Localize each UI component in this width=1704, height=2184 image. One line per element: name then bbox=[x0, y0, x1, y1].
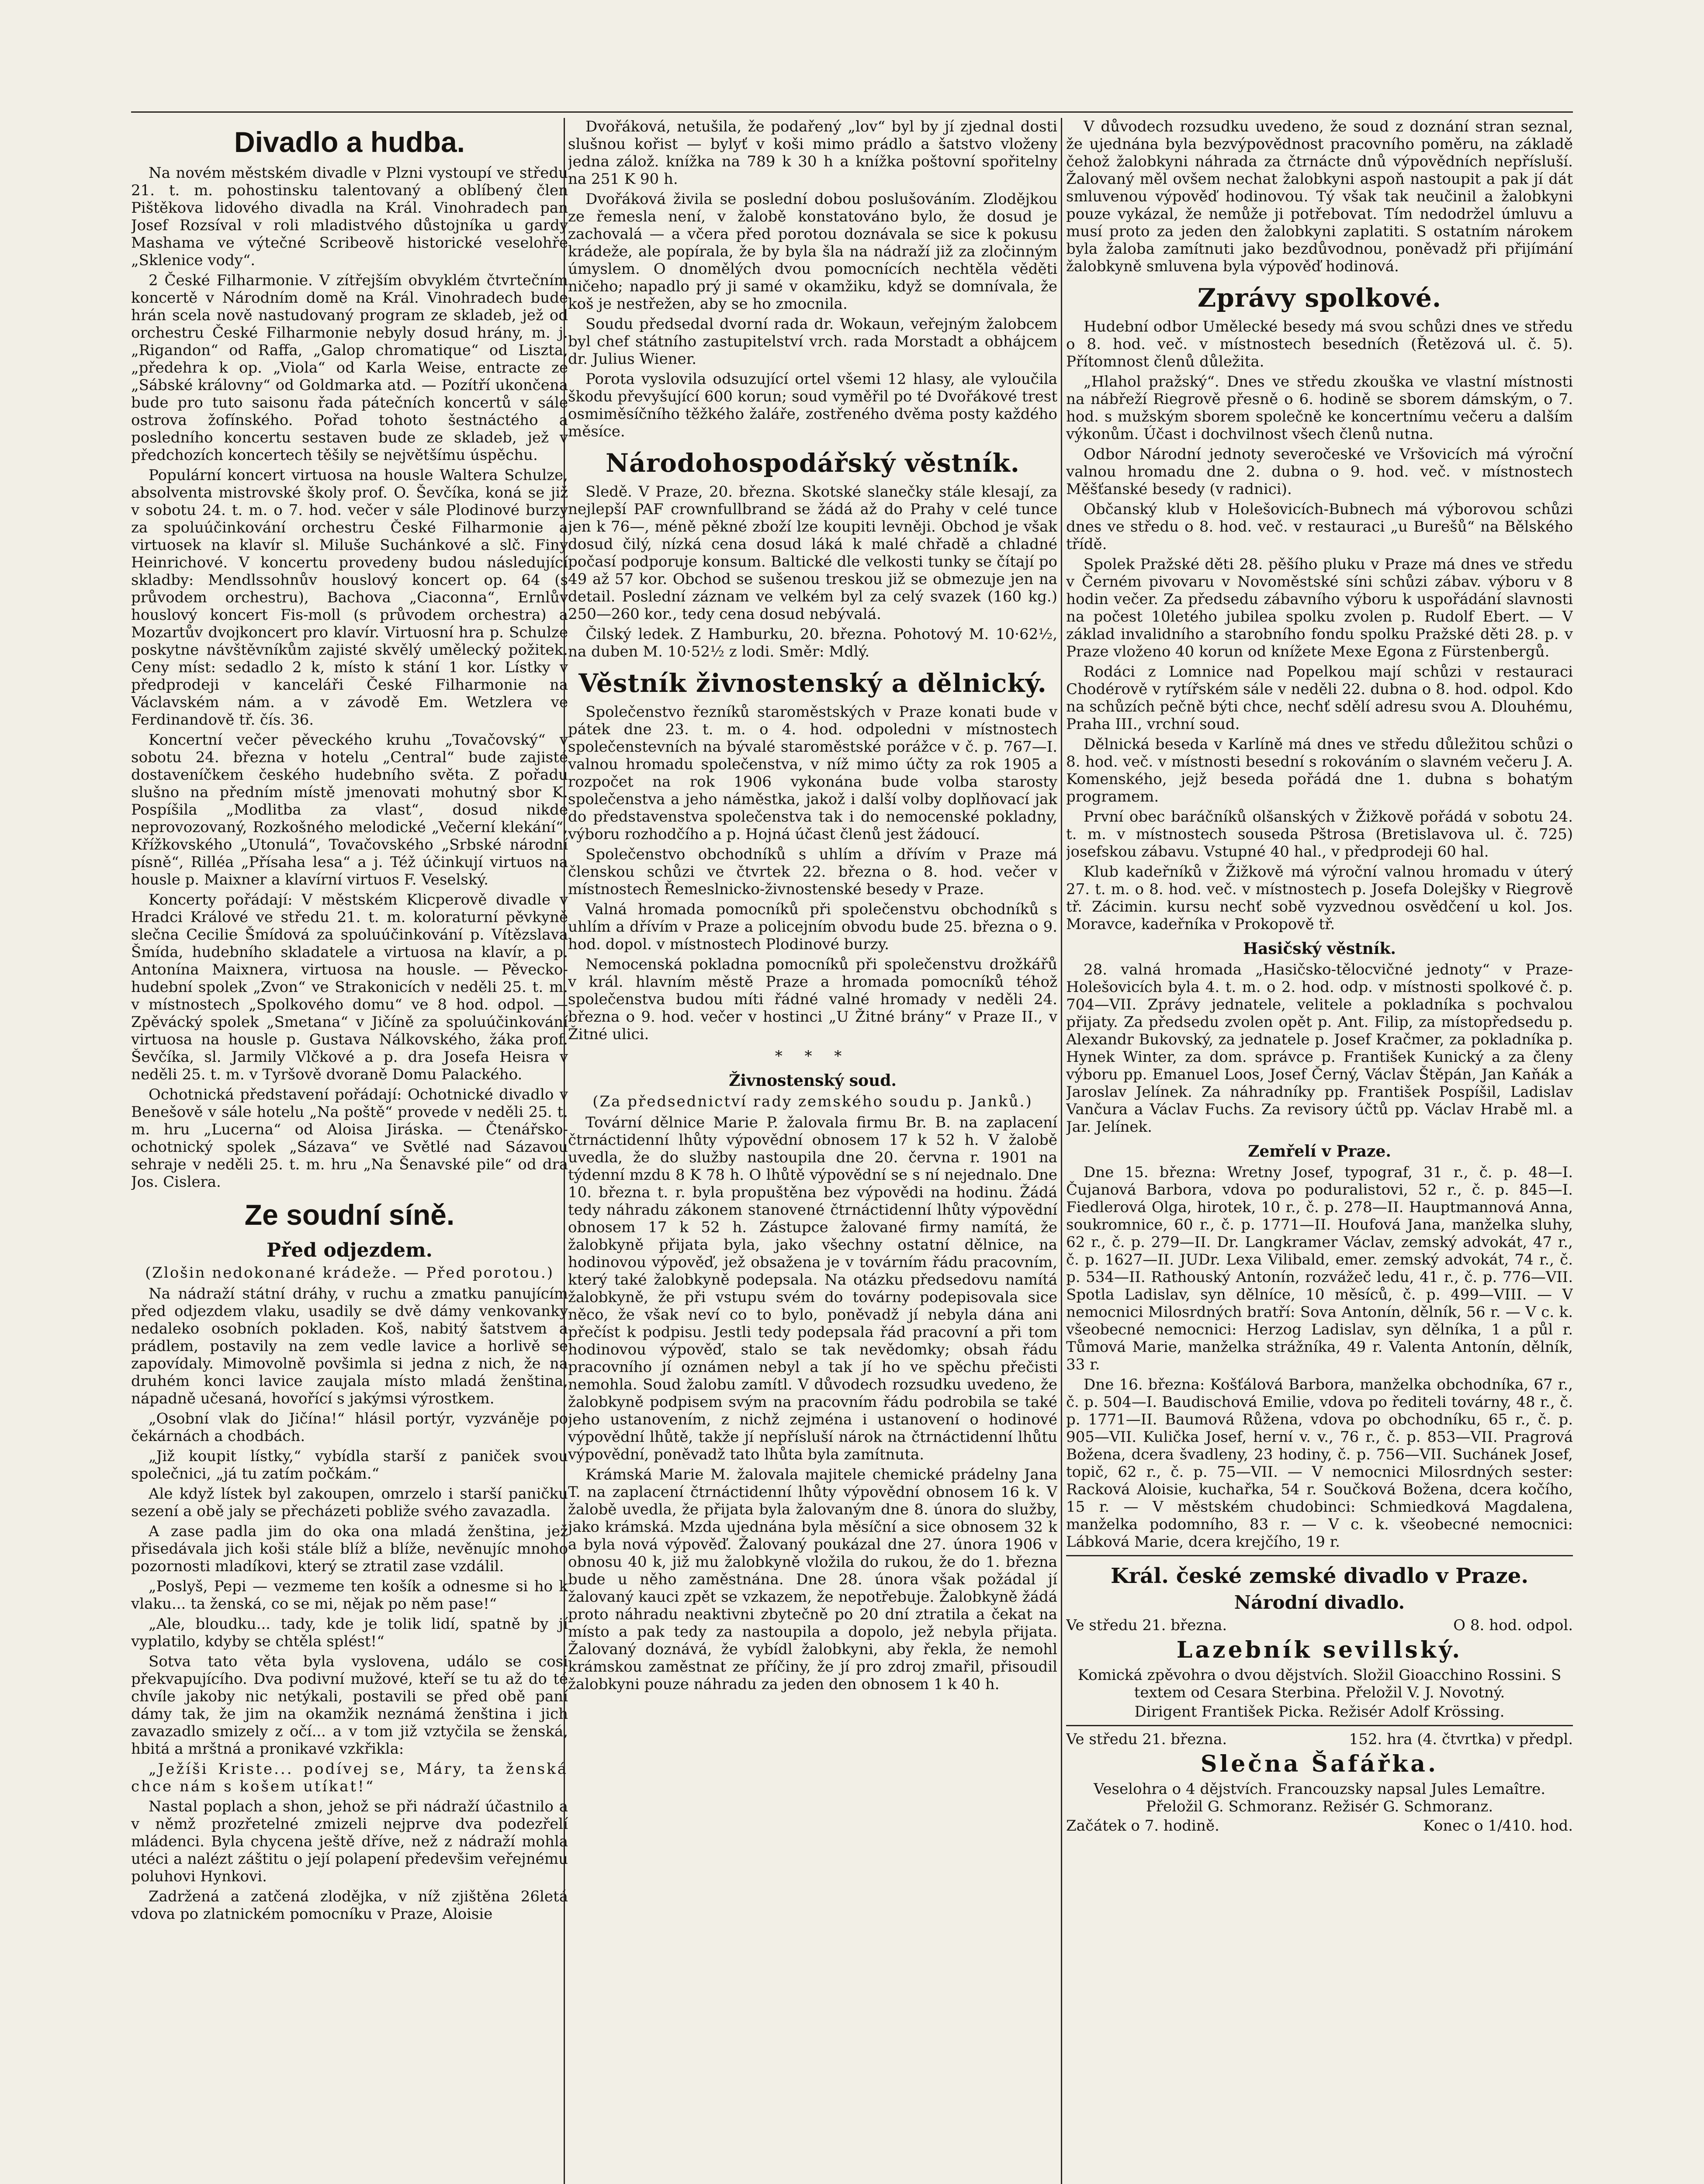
show-2-schedule bbox=[1066, 1731, 1573, 1748]
column-2 bbox=[568, 118, 1057, 2184]
column-1 bbox=[131, 118, 568, 2184]
article-paragraph: „Poslyš, Pepi — vezmeme ten košík a odnesme si ho k vlaku... ta ženská, co se mi, nějak po něm pase!“ bbox=[131, 1578, 568, 1613]
article-paragraph: Společenstvo řezníků staroměstských v Praze konati bude v pátek dne 23. t. m. o 4. hod. odpoledni v místnostech společenstevních na bývalé staroměstské porážce v č. p. 767—I. valnou hromadu společenstva, v níž mimo účty za rok 1905 a rozpočet na rok 1906 vykonána bude volba starosty společenstva a jeho náměstka, jakož i další volby doplňovací jak do představenstva společenstva tak i do nemocenské pokladny, výboru rozhodčího a p. Hojná účast členů jest žádoucí. bbox=[568, 703, 1057, 843]
article-paragraph: Občanský klub v Holešovicích-Bubnech má výborovou schůzi dnes ve středu o 8. hod. več. v restauraci „u Burešů“ na Bělského třídě. bbox=[1066, 501, 1573, 553]
show-1-description: Komická zpěvohra o dvou dějstvích. Složil Gioacchino Rossini. S textem od Cesara Sterbina. Přeložil V. J. Novotný. bbox=[1077, 1666, 1562, 1701]
show-2-times bbox=[1066, 1817, 1573, 1835]
article-paragraph: Nastal poplach a shon, jehož se při nádraží účastnilo a v němž prozřetelné zmizeli nejprve dva podezřelí mládenci. Byla chycena ještě dříve, než z nádraží mohla utéci a nalézt záštitu o její polapení předevšim veřejnému poluhovi Hynkovi. bbox=[131, 1798, 568, 1885]
article-paragraph: Koncerty pořádají: V městském Klicperově divadle v Hradci Králové ve středu 21. t. m. koloraturní pěvkyně slečna Cecilie Šmídová za spoluúčinkování p. Vítězslava Šmída, hudebního skladatele a virtuosa na klavír, a p. Antonína Maixnera, virtuosa na housle. — Pěvecko-hudební spolek „Zvon“ ve Strakonicích v neděli 25. t. m. v místnostech „Spolkového domu“ ve 8 hod. odpol. — Zpěvácký spolek „Smetana“ v Jičíně za spoluúčinkování virtuosa na housle p. Gustava Nálkovského, žáka prof. Ševčíka, sl. Jarmily Vlčkové a p. dra Josefa Heisra v neděli 25. t. m. v Tyršově dvoraně Domu Palackého. bbox=[131, 891, 568, 1083]
article-paragraph: Dělnická beseda v Karlíně má dnes ve středu důležitou schůzi o 8. hod. več. v místnosti besední s rokováním o slavném večeru J. A. Komenského, jejž beseda pořádá dne 1. dubna s bohatým programem. bbox=[1066, 736, 1573, 805]
article-paragraph: Čilský ledek. Z Hamburku, 20. března. Pohotový M. 10·62½, na duben M. 10·52½ z lodi. Směr: Mdlý. bbox=[568, 625, 1057, 660]
section-heading-deaths: Zemřelí v Praze. bbox=[1248, 1142, 1391, 1161]
separator-stars: * * * bbox=[775, 1047, 851, 1065]
divider bbox=[1066, 1555, 1573, 1556]
article-paragraph: Odbor Národní jednoty severočeské ve Vršovicích má výroční valnou hromadu dne 2. dubna o 9. hod. več. v místnostech Měšťanské besedy (v radnici). bbox=[1066, 446, 1573, 498]
article-paragraph: Klub kadeřníků v Žižkově má výroční valnou hromadu v úterý 27. t. m. o 8. hod. več. v místnostech p. Josefa Dolejšky v Riegrově tř. Zácimin. kursu nechť sobě vyzvednou osvědčení u kol. Jos. Moravce, kadeřníka v Prokopově tř. bbox=[1066, 863, 1573, 933]
article-paragraph: Nemocenská pokladna pomocníků při společenstvu drožkářů v král. hlavním městě Praze a hromada pomocníků téhož společenstva budou míti řádné valné hromady v neděli 24. března o 9. hod. večer v hostinci „U Žitné brány“ v Praze II., v Žitné ulici. bbox=[568, 956, 1057, 1043]
article-paragraph: Dvořáková, netušila, že podařený „lov“ byl by jí zjednal dosti slušnou kořist — bylyť v koši mimo prádlo a šatstvo vloženy jedna zálož. knížka na 789 k 30 h a knížka poštovní spořitelny na 251 K 90 h. bbox=[568, 118, 1057, 188]
divider bbox=[1066, 1725, 1573, 1726]
article-subtitle: (Za předsednictví rady zemského soudu p. Janků.) bbox=[592, 1093, 1033, 1110]
article-title: Před odjezdem. bbox=[267, 1239, 433, 1261]
section-heading-trade: Věstník živnostenský a dělnický. bbox=[578, 668, 1047, 698]
show-1-time: O 8. hod. odpol. bbox=[1453, 1617, 1573, 1634]
article-paragraph: „Hlahol pražský“. Dnes ve středu zkouška ve vlastní místnosti na nábřeží Riegrově přesně o 6. hodině se sborem dámským, o 7. hod. s mužským sborem společně ke koncertnímu večeru a dalším výkonům. Účast i dochvilnost všech členů nutna. bbox=[1066, 373, 1573, 443]
article-paragraph: Na novém městském divadle v Plzni vystoupí ve středu 21. t. m. pohostinsku talentovaný a oblíbený člen Pištěkova lidového divadla na Král. Vinohradech pan Josef Rozsíval v roli mladistvého důstojníka u gardy Mashama ve výtečné Scribeově historické veselohře „Sklenice vody“. bbox=[131, 164, 568, 269]
article-paragraph: 28. valná hromada „Hasičsko-tělocvičné jednoty“ v Praze-Holešovicích byla 4. t. m. o 2. hod. odp. v místnosti spolkové č. p. 704—VII. Zprávy jednatele, velitele a pokladníka s pochvalou přijaty. Za předsedu zvolen opět p. Ant. Filip, za místopředsedu p. Alexandr Bukovský, za jednatele p. Josef Kračmer, za pokladníka p. Hynek Winter, za dom. správce p. František Kunický a za členy výboru pp. Emanuel Loos, Josef Černý, Václav Štěpán, Jan Kaňák a Jaroslav Jelínek. Za náhradníky pp. František Pospíšil, Ladislav Vančura a Václav Fuchs. Za revisory účtů pp. Václav Hrabě ml. a Jar. Jelínek. bbox=[1066, 961, 1573, 1136]
show-2-title: Slečna Šafářka. bbox=[1200, 1751, 1439, 1777]
section-heading-court: Ze soudní síně. bbox=[244, 1199, 455, 1231]
article-paragraph: „Ježíši Kriste... podívej se, Máry, ta ženská chce nám s košem utíkat!“ bbox=[131, 1760, 568, 1795]
article-paragraph: Na nádraží státní dráhy, v ruchu a zmatku panujícím před odjezdem vlaku, usadily se dvě dámy venkovanky nedaleko osobních pokladen. Koš, nabitý šatstvem a prádlem, postavily na zem vedle lavice a horlivě se zapovídaly. Mimovolně povšimla si jedna z nich, že na druhém konci lavice zaujala místo mladá ženština, nápadně učesaná, hovořící s jakýmsi výrostkem. bbox=[131, 1285, 568, 1407]
article-paragraph: Dne 15. března: Wretny Josef, typograf, 31 r., č. p. 48—I. Čujanová Barbora, vdova po poduralistovi, 52 r., č. p. 845—I. Fiedlerová Olga, hirotek, 10 r., č. p. 278—II. Hauptmannová Anna, soukromnice, 60 r., č. p. 1771—II. Houfová Jana, manželka sluhy, 62 r., č. p. 279—II. Dr. Langkramer Václav, zemský advokát, 47 r., č. p. 1627—II. JUDr. Lexa Vilibald, emer. zemský advokát, 74 r., č. p. 534—II. Rathouský Antonín, rozvážeč ledu, 41 r., č. p. 776—VII. Spotla Ladislav, syn dělníce, 10 měsíců, č. p. 499—VIII. — V nemocnici Milosrdných bratří: Sova Antonín, dělník, 56 r. — V c. k. všeobecné nemocnici: Herzog Ladislav, syn dělníka, 1 a půl r. Tůmová Marie, manželka strážníka, 49 r. Valenta Antonín, dělník, 33 r. bbox=[1066, 1164, 1573, 1373]
article-paragraph: Populární koncert virtuosa na housle Waltera Schulze, absolventa mistrovské školy prof. O. Ševčíka, koná se již v sobotu 24. t. m. o 7. hod. večer v sále Plodinové burzy za spoluúčinkování orchestru České Filharmonie a virtuosek na klavír sl. Miluše Suchánkové a slč. Finy Heinrichové. V koncertu provedeny budou následující skladby: Mendlssohnův houslový koncert op. 64 (s průvodem orchestru), Bachova „Ciaconna“, Ernlův houslový koncert Fis-moll (s průvodem orchestra) a Mozartův dvojkoncert pro klavír. Virtuosní hra p. Schulze poskytne návštěvníkům zajisté skvělý umělecký požitek. Ceny míst: sedadlo 2 k, místo k stání 1 kor. Lístky v předprodeji v kanceláři České Filharmonie na Václavském nám. a v závodě Em. Wetzlera ve Ferdinandově tř. čís. 36. bbox=[131, 467, 568, 729]
article-paragraph: První obec baráčníků olšanských v Žižkově pořádá v sobotu 24. t. m. v místnostech souseda Pštrosa (Bretislavova ul. č. 725) josefskou zábavu. Vstupné 40 hal., v předprodeji 60 hal. bbox=[1066, 808, 1573, 860]
show-2-start: Začátek o 7. hodině. bbox=[1066, 1817, 1219, 1835]
article-paragraph: 2 České Filharmonie. V zítřejším obvyklém čtvrtečním koncertě v Národním domě na Král. Vinohradech bude hrán scela nově nastudovaný program ze skladeb, jež od orchestru České Filharmonie nebyly dosud hrány, m. j. „Rigandon“ od Raffa, „Galop chromatique“ od Liszta, „předehra k op. „Viola“ od Karla Weise, entracte ze „Sábské královny“ od Goldmarka atd. — Pozítří ukončena bude pro tuto saisonu řada pátečních koncertů v sále ostrova žofínského. Pořad tohoto šestnáctého a posledního koncertu sestaven bude ze skladeb, jež v předchozích koncertech těšily se největšímu úspěchu. bbox=[131, 272, 568, 464]
article-paragraph: Rodáci z Lomnice nad Popelkou mají schůzi v restauraci Chodérově v rytířském sále v neděli 22. dubna o 8. hod. odpol. Kdo na schůzích pečně býti chce, nechť sdělí adresu svou A. Dlouhému, Praha III., vrchní soud. bbox=[1066, 663, 1573, 733]
article-paragraph: Krámská Marie M. žalovala majitele chemické prádelny Jana T. na zaplacení čtrnáctidenní lhůty výpovědní obnosem 16 k. V žalobě uvedla, že přijata byla žalovaným dne 8. února do služby, jako krámská. Mzda ujednána byla měsíční a sice obnosem 32 k a byla nová výpověď. Žalovaný poukázal dne 27. února 1906 v obnosu 40 k, již mu žalobkyně vložila do rukou, že do 1. března bude u něho zaměstnána. Dne 28. února však požádal jí žalovaný kauci zpět se vzkazem, že nepotřebuje. Žalobkyně žádá proto náhradu neaktivni zbytečně po 20 dní ztratila a čekat na místo a pak tedy za nastoupila a dopolo, jež nebyla přijata. Žalovaný doznává, že vybídl žalobkyni, aby řekla, že nemohl krámskou zaměstnat ze příčiny, že jí pro zdroj zmařil, přisoudil žalobkyni pouze náhradu za jeden den obnosem 1 k 40 h. bbox=[568, 1466, 1057, 1693]
show-1-day: Ve středu 21. března. bbox=[1066, 1617, 1227, 1634]
show-1-credits: Dirigent František Picka. Režisér Adolf Krössing. bbox=[1134, 1703, 1505, 1721]
article-paragraph: V důvodech rozsudku uvedeno, že soud z doznání stran seznal, že ujednána byla bezvýpovědnost pracovního poměru, na základě čehož žalobkyni náhrada za čtrnácte dnů výpovědních nepřísluší. Žalovaný měl ovšem nechat žalobkyni aspoň nastoupit a pak jí dát smluvenou výpověď hodinovou. Tý však tak neučinil a žalobkyni pouze vykázal, že nemůže ji potřebovat. Tím nedodržel úmluvu a musí proto za jeden den žalobkyni zaplatiti. S ostatním nárokem byla žaloba zamítnuti jako bezdůvodnou, poněvadž při přijímání žalobkyně smluvena byla výpověď hodinová. bbox=[1066, 118, 1573, 275]
article-paragraph: Společenstvo obchodníků s uhlím a dřívím v Praze má členskou schůzi ve čtvrtek 22. března o 8. hod. večer v místnostech Řemeslnicko-živnostenské besedy v Praze. bbox=[568, 846, 1057, 898]
show-2-description: Veselohra o 4 dějstvích. Francouzsky napsal Jules Lemaître. Přeložil G. Schmoranz. Režisér G. Schmoranz. bbox=[1093, 1780, 1546, 1815]
article-paragraph: Tovární dělnice Marie P. žalovala firmu Br. B. na zaplacení čtrnáctidenní lhůty výpovědní obnosem 17 k 52 h. V žalobě uvedla, že do služby nastoupila dne 20. června r. 1901 na týdenní mzdu 8 K 78 h. O lhůtě výpovědní se s ní nejednalo. Dne 10. března t. r. byla propuštěna bez výpovědi na hodinu. Žádá tedy náhradu zákonem stanovené čtrnáctidenní lhůty výpovědní obnosem 17 k 52 h. Zástupce žalované firmy namítá, že žalobkyně přijata byla, jako všechny ostatní dělnice, na hodinovou výpověď, jež obsažena je v továrním řádu pracovním, který také žalobkyně podepsala. Na otázku předsedovu namítá žalobkyně, že při vstupu svém do továrny podepisovala sice něco, že však neví co to bylo, poněvadž jí nebyla dána ani přečíst k podpisu. Jestli tedy podepsala řád pracovní a při tom hodinovou výpověď, stalo se tak nevědomky; obsah řádu pracovního jí oznámen nebyl a tak jí ho ve spěchu přečisti nemohla. Soud žalobu zamítl. V důvodech rozsudku uvedeno, že žalobkyně podpisem svým na pracovním řádu podrobila se také jeho ustanovením, z nichž zejména i ustanovení o hodinové výpovědní lhůtě, takže jí nepřísluší nárok na čtrnáctidenní lhůtu výpovědní, poněvadž tato lhůta byla zamítnuta. bbox=[568, 1114, 1057, 1463]
top-rule bbox=[131, 111, 1573, 113]
article-paragraph: Zadržená a zatčená zlodějka, v níž zjištěna 26letá vdova po zlatnickém pomocníku v Praze, Aloisie bbox=[131, 1888, 568, 1923]
column-3 bbox=[1066, 118, 1573, 2184]
article-paragraph: Sledě. V Praze, 20. března. Skotské slanečky stále klesají, za nejlepší PAF crownfullbrand se žádá až do Prahy v celé tunce jen k 76—, méně pěkné zboží lze koupiti levněji. Obchod je však dosud čilý, nízká cena dosud láká k malé chřadě a chladné počasí podporuje konsum. Baltické dle velkosti tunky se čítají po 49 až 57 kor. Obchod se sušenou treskou již se obmezuje jen na detail. Poslední záznam ve velkém byl za celý svazek (160 kg.) 250—260 kor., tedy cena dosud nebývalá. bbox=[568, 483, 1057, 623]
article-paragraph: Dvořáková živila se poslední dobou poslušováním. Zlodějkou ze řemesla není, v žalobě konstatováno bylo, že dosud je zachovalá — a včera před porotou doznávala se sice k pokusu krádeže, ale popírala, že by byla šla na nádraží již za zločinným úmyslem. O dnomělých dvou pomocnících nechtěla věděti ničeho; napadlo prý ji samé v okamžiku, když se domnívala, že koš je nestřežen, aby se ho zmocnila. bbox=[568, 190, 1057, 313]
article-paragraph: Spolek Pražské děti 28. pěšího pluku v Praze má dnes ve středu v Černém pivovaru v Novoměstské síni schůzi zábav. výboru v 8 hodin večer. Za předsedu zábavního výboru k uspořádání slavnosti na počest 10letého jubilea spolku zvolen p. Rudolf Ebert. — V základ invalidního a starobního fondu spolku Pražské děti 28. p. v Praze vloženo 40 korun od knížete Mexe Egona z Fürstenbergů. bbox=[1066, 556, 1573, 660]
article-subtitle: (Zlošin nedokonané krádeže. — Před porotou.) bbox=[145, 1264, 554, 1282]
theatre-heading: Král. české zemské divadlo v Praze. bbox=[1110, 1564, 1529, 1588]
article-paragraph: Dne 16. března: Košťálová Barbora, manželka obchodníka, 67 r., č. p. 504—I. Baudischová Emilie, vdova po řediteli továrny, 48 r., č. p. 1771—II. Baumová Růžena, vdova po obchodníku, 65 r., č. p. 905—VII. Kulička Josef, herní v. v., 76 r., č. p. 853—VII. Pragrová Božena, dcera švadleny, 23 hodiny, č. p. 756—VII. Suchánek Josef, topič, 62 r., č. p. 75—VII. — V nemocnici Milosrdných sester: Racková Aloisie, kuchařka, 54 r. Součková Božena, dcera kočího, 15 r. — V městském chudobinci: Schmiedková Magdalena, manželka podomního, 83 r. — V c. k. všeobecné nemocnici: Lábková Marie, dcera krejčího, 19 r. bbox=[1066, 1376, 1573, 1551]
article-title: Živnostenský soud. bbox=[729, 1071, 897, 1090]
article-paragraph: „Již koupit lístky,“ vybídla starší z paniček svou společnici, „já tu zatím počkám.“ bbox=[131, 1448, 568, 1482]
article-paragraph: A zase padla jim do oka ona mladá ženština, jež přisedávala jich koši stále blíž a blíže, nevěnujíc mnoho pozornosti mladíkovi, který se ztratil zase vzdálil. bbox=[131, 1523, 568, 1575]
article-paragraph: Ochotnická představení pořádají: Ochotnické divadlo v Benešově v sále hotelu „Na poště“ provede v neděli 25. t. m. hru „Lucerna“ od Aloisa Jiráska. — Čtenářsko-ochotnický spolek „Sázava“ ve Světlé nad Sázavou sehraje v neděli 25. t. m. hru „Na Šenavské pile“ od dra Jos. Cislera. bbox=[131, 1086, 568, 1191]
article-paragraph: Sotva tato věta byla vyslovena, událo se cosi překvapujícího. Dva podivní mužové, kteří se tu až do té chvíle jakoby nic netýkali, postavili se před obě paní dámy tak, že jim na okamžik neznámá ženština i jich zavazadlo smizely z očí... a v tom již vztyčila se ženská, hbitá a mrštná a pronikavé vzkřikla: bbox=[131, 1653, 568, 1758]
theatre-subheading: Národní divadlo. bbox=[1234, 1592, 1405, 1613]
section-heading-societies: Zprávy spolkové. bbox=[1197, 283, 1442, 313]
column-rule-2 bbox=[1061, 118, 1062, 2184]
article-paragraph: „Ale, bloudku... tady, kde je tolik lidí, spatně by jí vyplatilo, kdyby se chtěla splést!“ bbox=[131, 1615, 568, 1650]
show-2-day: Ve středu 21. března. bbox=[1066, 1731, 1227, 1748]
article-paragraph: Hudební odbor Umělecké besedy má svou schůzi dnes ve středu o 8. hod. več. v místnostech besedních (Řetězová ul. č. 5). Přítomnost členů důležita. bbox=[1066, 318, 1573, 370]
section-heading-firemen: Hasičský věstník. bbox=[1243, 940, 1396, 958]
article-paragraph: Soudu předsedal dvorní rada dr. Wokaun, veřejným žalobcem byl chef státního zastupitelství vrch. rada Morstadt a obhájcem dr. Julius Wiener. bbox=[568, 315, 1057, 368]
section-heading-theatre-music: Divadlo a hudba. bbox=[234, 126, 465, 158]
section-heading-economy: Národohospodářský věstník. bbox=[606, 448, 1020, 478]
article-paragraph: Ale když lístek byl zakoupen, omrzelo i starší paničku sezení a obě jaly se přecházeti pobliže svého zavazadla. bbox=[131, 1485, 568, 1520]
show-1-title: Lazebník sevillský. bbox=[1176, 1637, 1463, 1663]
article-paragraph: „Osobní vlak do Jičína!“ hlásil portýr, vyzváněje po čekárnách a chodbách. bbox=[131, 1410, 568, 1445]
article-paragraph: Porota vyslovila odsuzující ortel všemi 12 hlasy, ale vyloučila škodu převyšující 600 korun; soud vyměřil po té Dvořákové trest osmiměsíčního těžkého žaláře, zostřeného dvěma posty každého měsíce. bbox=[568, 370, 1057, 440]
show-2-note: 152. hra (4. čtvrtka) v předpl. bbox=[1349, 1731, 1573, 1748]
show-2-end: Konec o 1/410. hod. bbox=[1423, 1817, 1573, 1835]
article-paragraph: Valná hromada pomocníků při společenstvu obchodníků s uhlím a dřívím v Praze a policejním obvodu bude 25. března o 9. hod. dopol. v místnostech Plodinové burzy. bbox=[568, 901, 1057, 953]
article-paragraph: Koncertní večer pěveckého kruhu „Tovačovský“ v sobotu 24. března v hotelu „Central“ bude zajisté dostaveníčkem českého hudebního světa. Z pořadu slušno na předním místě jmenovati mohutný sbor K. Pospíšila „Modlitba za vlast“, dosud nikde neprovozovaný, Rozkošného melodické „Večerní klekání“, Křížkovského „Utonulá“, Tovačovského „Srbské národní písně“, Rilléa „Přísaha lesa“ a j. Též účinkují virtuos na housle p. Maixner a klavírní virtuos F. Veselský. bbox=[131, 731, 568, 888]
show-1-schedule bbox=[1066, 1617, 1573, 1634]
